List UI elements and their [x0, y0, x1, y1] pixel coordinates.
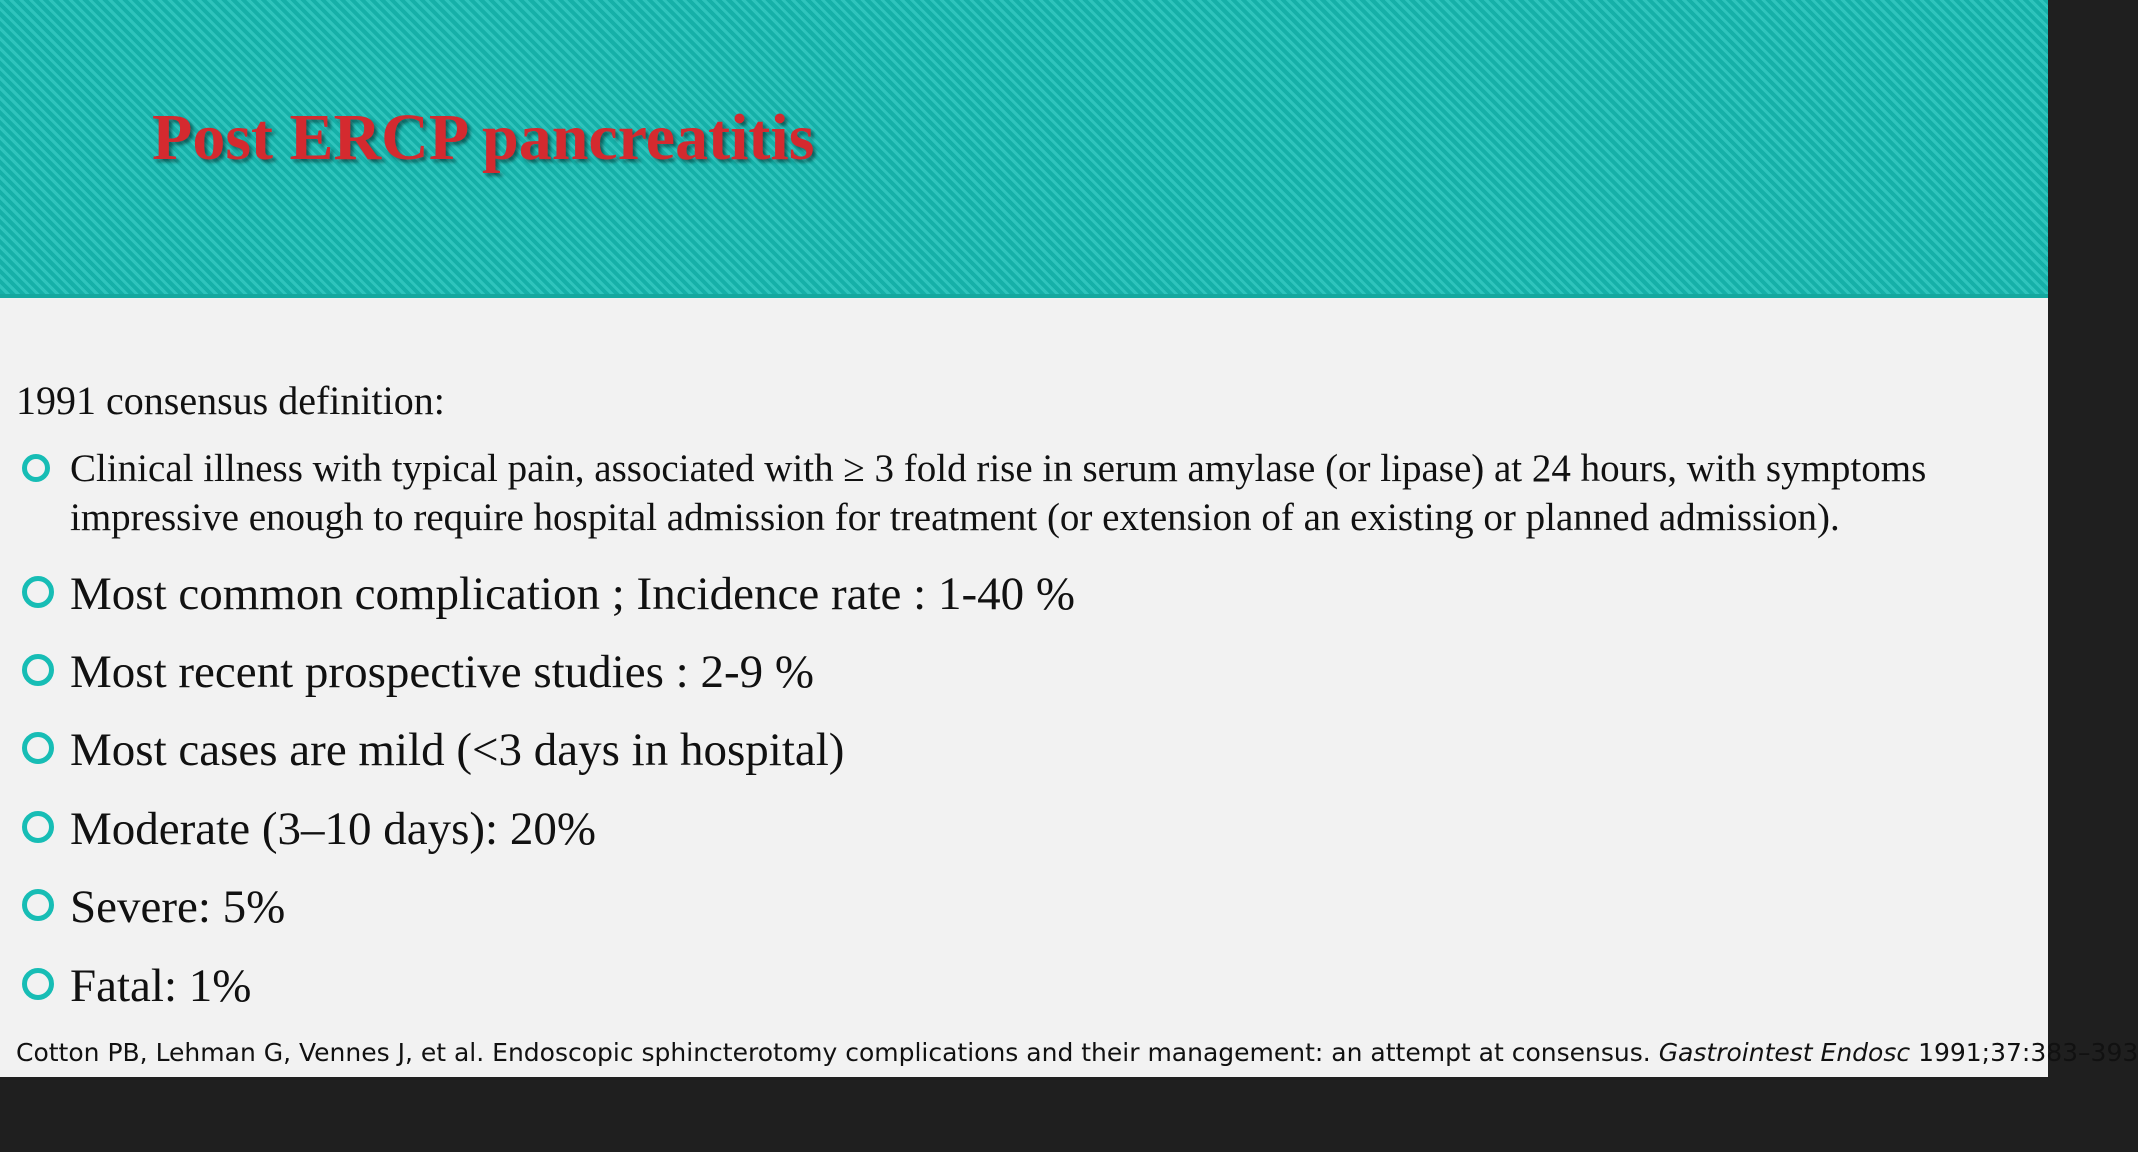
hollow-circle-icon	[22, 576, 54, 608]
bullet-text: Fatal: 1%	[70, 960, 252, 1012]
citation-details: 1991;37:383–393	[1918, 1038, 2138, 1067]
hollow-circle-icon	[22, 889, 54, 921]
bullet-text-line-1: Clinical illness with typical pain, associated with ≥ 3 fold rise in serum amylase (or lipase) at 24 hours, with symptoms	[70, 447, 1927, 490]
bullet-text: Severe: 5%	[70, 881, 286, 933]
bullet-text: Moderate (3–10 days): 20%	[70, 803, 596, 855]
hollow-circle-icon	[22, 454, 50, 482]
citation-journal: Gastrointest Endosc	[1658, 1038, 1911, 1067]
hollow-circle-icon	[22, 811, 54, 843]
citation	[16, 1036, 2138, 1070]
hollow-circle-icon	[22, 654, 54, 686]
intro-text: 1991 consensus definition:	[16, 378, 445, 423]
hollow-circle-icon	[22, 732, 54, 764]
bullet-text: Most recent prospective studies : 2-9 %	[70, 646, 814, 698]
citation-authors-title: Cotton PB, Lehman G, Vennes J, et al. Endoscopic sphincterotomy complications and their management: an attempt at consensus.	[16, 1038, 1651, 1067]
hollow-circle-icon	[22, 968, 54, 1000]
bullet-text: Most common complication ; Incidence rate : 1-40 %	[70, 568, 1075, 620]
bullet-text-line-2: impressive enough to require hospital admission for treatment (or extension of an existing or planned admission).	[70, 496, 1840, 539]
bullet-text	[70, 444, 1926, 542]
bullet-text: Most cases are mild (<3 days in hospital)	[70, 724, 845, 776]
slide-title: Post ERCP pancreatitis	[152, 101, 815, 174]
